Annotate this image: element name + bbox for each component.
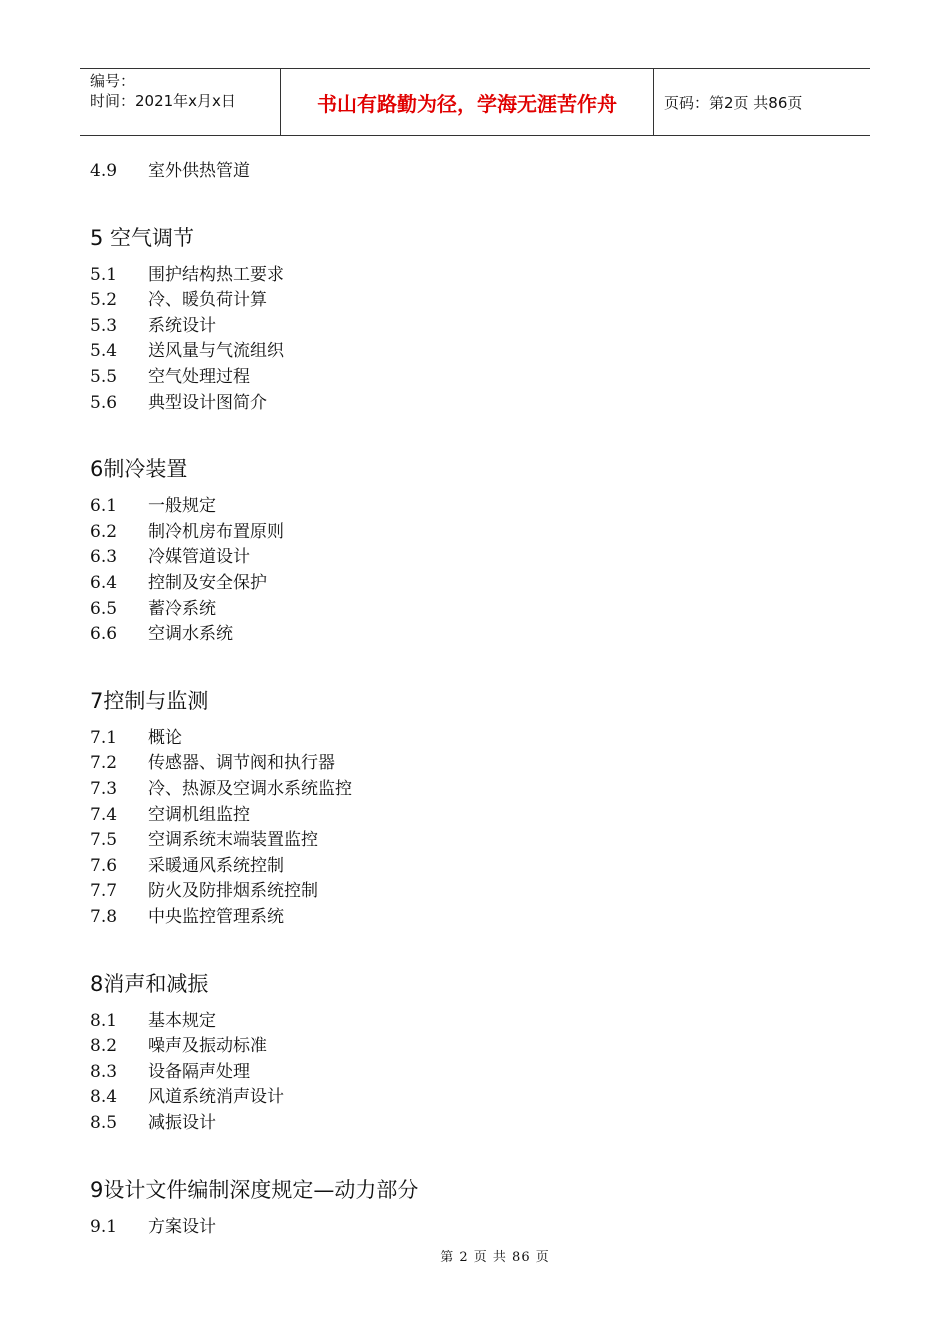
toc-item — [90, 289, 267, 311]
toc-item-number: 6.5 — [90, 598, 118, 619]
toc-item — [90, 1086, 284, 1108]
toc-item — [90, 829, 318, 851]
toc-item-title: 空调系统末端装置监控 — [148, 830, 318, 851]
section-heading: 7控制与监测 — [90, 688, 209, 713]
toc-item — [90, 727, 182, 749]
toc-item-title: 防火及防排烟系统控制 — [148, 881, 318, 902]
toc-item-number: 7.6 — [90, 855, 118, 876]
toc-item-title: 典型设计图简介 — [148, 392, 267, 413]
toc-item — [90, 264, 284, 286]
toc-item-number: 6.4 — [90, 573, 118, 593]
toc-item — [90, 1216, 216, 1238]
toc-item-title: 空调机组监控 — [148, 804, 250, 825]
section-heading: 9设计文件编制深度规定—动力部分 — [90, 1177, 419, 1202]
toc-item-title: 制冷机房布置原则 — [148, 521, 284, 542]
toc-item-title: 围护结构热工要求 — [148, 264, 284, 285]
page-header — [80, 68, 870, 136]
toc-item-number: 7.5 — [90, 830, 118, 851]
toc-item — [90, 366, 250, 388]
toc-item — [90, 778, 352, 800]
toc-item-number: 4.9 — [90, 161, 118, 181]
toc-item-number: 6.2 — [90, 521, 118, 542]
section-heading: 5 空气调节 — [90, 225, 195, 250]
toc-item — [90, 160, 250, 182]
header-page-info: 页码：第2页 共86页 — [664, 93, 803, 112]
toc-item — [90, 855, 284, 877]
toc-item-title: 控制及安全保护 — [148, 573, 267, 593]
toc-item — [90, 546, 250, 568]
toc-item-title: 传感器、调节阀和执行器 — [148, 753, 335, 774]
toc-item-title: 设备隔声处理 — [148, 1061, 250, 1082]
toc-item — [90, 804, 250, 826]
toc-item-title: 冷媒管道设计 — [148, 547, 250, 568]
toc-item-number: 8.1 — [90, 1010, 118, 1031]
toc-item — [90, 880, 318, 902]
toc-item-number: 8.4 — [90, 1087, 118, 1108]
toc-item-number: 7.7 — [90, 881, 118, 902]
page-footer: 第 2 页 共 86 页 — [440, 1250, 550, 1265]
toc-item-title: 一般规定 — [148, 496, 216, 517]
toc-item — [90, 392, 267, 414]
header-motto: 书山有路勤为径，学海无涯苦作舟 — [281, 69, 654, 135]
header-meta — [80, 69, 281, 135]
toc-item-number: 5.6 — [90, 392, 118, 413]
toc-item-title: 概论 — [148, 727, 182, 748]
toc-item-title: 冷、热源及空调水系统监控 — [148, 779, 352, 799]
toc-item-number: 7.1 — [90, 727, 118, 748]
toc-item-number: 7.8 — [90, 907, 118, 927]
toc-item-number: 5.5 — [90, 367, 118, 387]
toc-item-number: 5.3 — [90, 315, 118, 336]
toc-item-title: 基本规定 — [148, 1010, 216, 1031]
toc-item-number: 7.2 — [90, 753, 118, 774]
toc-item-title: 风道系统消声设计 — [148, 1087, 284, 1108]
toc-item-title: 减振设计 — [148, 1113, 216, 1133]
toc-item-title: 冷、暖负荷计算 — [148, 290, 267, 311]
toc-item-number: 7.3 — [90, 779, 118, 799]
toc-item-number: 6.6 — [90, 624, 118, 645]
toc-item-number: 7.4 — [90, 804, 118, 825]
toc-item-number: 8.2 — [90, 1036, 118, 1057]
section-heading: 8消声和减振 — [90, 971, 209, 996]
toc-item-number: 8.5 — [90, 1113, 118, 1133]
toc-item — [90, 495, 216, 517]
toc-item-number: 5.4 — [90, 341, 118, 362]
toc-item — [90, 1035, 267, 1057]
toc-item-title: 采暖通风系统控制 — [148, 855, 284, 876]
toc-item-number: 5.1 — [90, 264, 118, 285]
toc-item-title: 送风量与气流组织 — [148, 341, 284, 362]
toc-item — [90, 1112, 216, 1134]
toc-item-title: 方案设计 — [148, 1216, 216, 1237]
toc-item-number: 6.3 — [90, 547, 118, 568]
toc-item-title: 系统设计 — [148, 315, 216, 336]
date-label: 时间：2021年x月x日 — [90, 92, 236, 110]
toc-item-number: 8.3 — [90, 1061, 118, 1082]
toc-item — [90, 1010, 216, 1032]
toc-item — [90, 340, 284, 362]
toc-item-title: 空调水系统 — [148, 624, 233, 645]
toc-item-number: 5.2 — [90, 290, 118, 311]
toc-item — [90, 752, 335, 774]
toc-item-number: 6.1 — [90, 496, 118, 517]
toc-item-title: 室外供热管道 — [148, 161, 250, 181]
toc-item — [90, 521, 284, 543]
toc-item — [90, 623, 233, 645]
toc-item-title: 蓄冷系统 — [148, 598, 216, 619]
toc-item — [90, 315, 216, 337]
section-heading: 6制冷装置 — [90, 457, 188, 482]
toc-item — [90, 1061, 250, 1083]
toc-item — [90, 906, 284, 928]
toc-item — [90, 598, 216, 620]
toc-item-number: 9.1 — [90, 1216, 118, 1237]
toc-item-title: 空气处理过程 — [148, 367, 250, 387]
toc-item — [90, 572, 267, 594]
code-label: 编号： — [90, 72, 136, 90]
toc-item-title: 噪声及振动标准 — [148, 1036, 267, 1057]
toc-item-title: 中央监控管理系统 — [148, 907, 284, 927]
